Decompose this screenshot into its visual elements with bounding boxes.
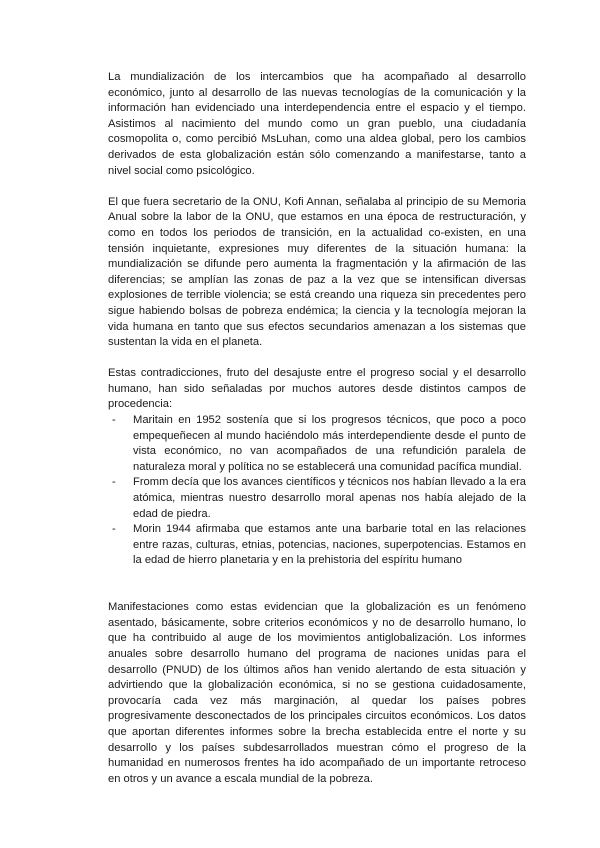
paragraph-spacer <box>108 179 526 195</box>
paragraph-spacer <box>108 585 526 601</box>
list-item-morin <box>108 522 526 569</box>
paragraph-globalization-intro: La mundialización de los intercambios que ha acompañado al desarrollo económico, junto al desarrollo de las nuevas tecnologías de la comunicación y la información han evidenciado una interdependencia entre el espacio y el tiempo. Asistimos al nacimiento del mundo como un gran pueblo, una ciudadanía cosmopolita o, como percibió MsLuhan, como una aldea global, pero los cambios derivados de esta globalización están sólo comenzando a manifestarse, tanto a nivel social como psicológico. <box>108 71 526 177</box>
paragraph-kofi-annan: El que fuera secretario de la ONU, Kofi Annan, señalaba al principio de su Memoria Anual sobre la labor de la ONU, que estamos en una época de restructuración, y como en todos los periodos de transición, en la actualidad co-existen, en una tensión inquietante, expresiones muy diferentes de la situación humana: la mundialización se difunde pero aumenta la fragmentación y la afirmación de las diferencias; se amplían las zonas de paz a la vez que se intensifican diversas explosiones de terrible violencia; se está creando una riqueza sin precedentes pero sigue habiendo bolsas de pobreza endémica; la ciencia y la tecnología mejoran la vida humana en tanto que sus efectos secundarios amenazan a los sistemas que sustentan la vida en el planeta. <box>108 195 526 349</box>
list-item-fromm <box>108 475 526 522</box>
bullet-dash: - <box>112 414 116 427</box>
paragraph-manifestations: Manifestaciones como estas evidencian que la globalización es un fenómeno asentado, básicamente, sobre criterios económicos y no de desarrollo humano, lo que ha contribuido al auge de los movimientos antiglobalización. Los informes anuales sobre desarrollo humano del programa de naciones unidas para el desarrollo (PNUD) de los últimos años han venido alertando de esta situación y advirtiendo que la globalización económica, si no se gestiona cuidadosamente, provocaría cada vez más marginación, al quedar los países pobres progresivamente desconectados de los principales circuitos económicos. Los datos que aportan diferentes informes sobre la brecha establecida entre el norte y su desarrollo y los países subdesarrollados muestran cómo el progreso de la humanidad en numerosos frentes ha ido acompañado de un importante retroceso en otros y un avance a escala mundial de la pobreza. <box>108 601 526 785</box>
paragraph-contradictions: Estas contradicciones, fruto del desajuste entre el progreso social y el desarrollo humano, han sido señaladas por muchos autores desde distintos campos de procedencia: <box>108 367 526 411</box>
list-item-text: Maritain en 1952 sostenía que si los progresos técnicos, que poco a poco empequeñecen al mundo haciéndolo más interdependiente desde el punto de vista económico, no van acompañados de una refundición paralela de naturaleza moral y política no se establecerá una comunidad pacífica mundial. <box>133 414 526 473</box>
paragraph-spacer <box>108 351 526 367</box>
paragraph-spacer <box>108 569 526 585</box>
list-item-text: Morin 1944 afirmaba que estamos ante una barbarie total en las relaciones entre razas, culturas, etnias, potencias, naciones, superpotencias. Estamos en la edad de hierro planetaria y en la prehistoria del espíritu humano <box>133 523 526 567</box>
document-body <box>108 70 526 787</box>
authors-list <box>108 413 526 569</box>
bullet-dash: - <box>112 523 116 536</box>
bullet-dash: - <box>112 476 116 489</box>
list-item-maritain <box>108 413 526 475</box>
list-item-text: Fromm decía que los avances científicos y técnicos nos habían llevado a la era atómica, mientras nuestro desarrollo moral apenas nos había alejado de la edad de piedra. <box>133 476 527 520</box>
